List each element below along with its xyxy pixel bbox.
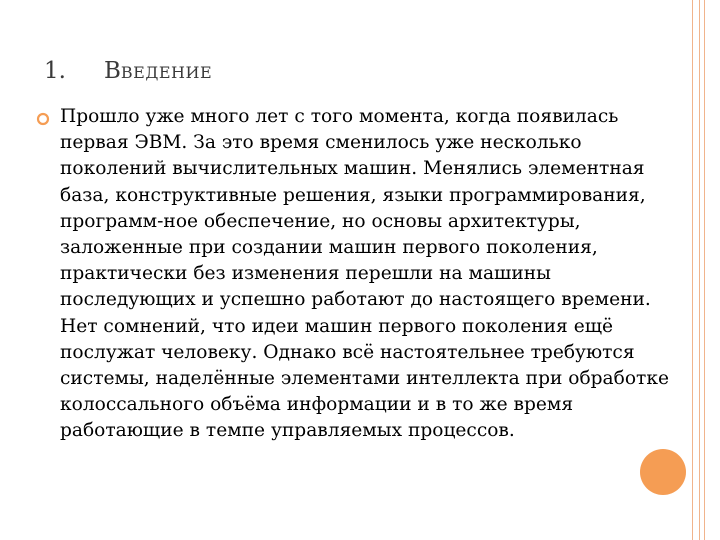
title-first-letter: В — [104, 58, 121, 84]
slide-title — [44, 58, 212, 84]
decorative-circle — [640, 449, 686, 495]
title-rest: ВЕДЕНИЕ — [120, 63, 213, 82]
right-border-line-2 — [699, 0, 700, 540]
title-number: 1. — [44, 58, 66, 84]
right-border-line-3 — [704, 0, 705, 540]
right-border-line-1 — [692, 0, 693, 540]
circle-bullet-icon — [36, 112, 50, 126]
body-paragraph: Прошло уже много лет с того момента, когда появилась первая ЭВМ. За это время сменилось уже несколько поколений вычислительных машин. Менялись элементная база, конструктивные решения, языки программирования, программ-ное обеспечение, но основы архитектуры, заложенные при создании машин первого поколения, практически без изменения перешли на машины последующих и успешно работают до настоящего времени. Нет сомнений, что идеи машин первого поколения ещё послужат человеку. Однако всё настоятельнее требуются системы, наделённые элементами интеллекта при обработке колоссального объёма информации и в то же время работающие в темпе управляемых процессов. — [60, 106, 669, 442]
